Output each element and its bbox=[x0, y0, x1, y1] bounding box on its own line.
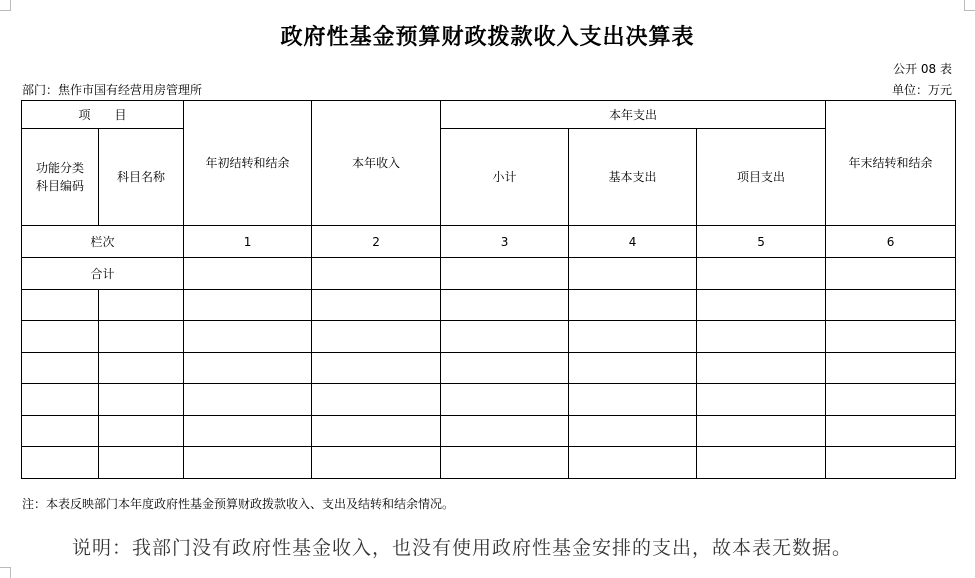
table-cell bbox=[569, 384, 697, 416]
table-cell bbox=[22, 290, 99, 321]
table-row bbox=[22, 384, 956, 416]
page-corner-mark bbox=[0, 0, 11, 11]
budget-table bbox=[21, 100, 956, 479]
column-number: 3 bbox=[441, 226, 569, 258]
table-cell bbox=[22, 384, 99, 416]
column-number: 1 bbox=[184, 226, 312, 258]
table-cell bbox=[697, 321, 826, 353]
table-cell bbox=[569, 447, 697, 479]
header-func-code-line2: 科目编码 bbox=[35, 179, 84, 193]
table-cell bbox=[441, 258, 569, 290]
page-corner-mark bbox=[964, 0, 975, 11]
column-number-row bbox=[22, 226, 956, 258]
header-subtotal: 小计 bbox=[441, 129, 569, 226]
table-cell bbox=[22, 353, 99, 384]
page-corner-mark bbox=[0, 567, 11, 578]
table-cell bbox=[826, 416, 956, 447]
table-cell bbox=[312, 384, 441, 416]
header-item: 项 目 bbox=[22, 101, 184, 129]
column-number: 6 bbox=[826, 226, 956, 258]
table-cell bbox=[697, 447, 826, 479]
table-cell bbox=[22, 416, 99, 447]
table-row bbox=[22, 353, 956, 384]
table-note: 注：本表反映部门本年度政府性基金预算财政拨款收入、支出及结转和结余情况。 bbox=[22, 497, 455, 511]
header-basic-expense: 基本支出 bbox=[569, 129, 697, 226]
table-cell bbox=[99, 384, 184, 416]
table-cell bbox=[184, 290, 312, 321]
column-number: 5 bbox=[697, 226, 826, 258]
header-func-code-line1: 功能分类 bbox=[35, 161, 84, 175]
page-title: 政府性基金预算财政拨款收入支出决算表 bbox=[280, 25, 695, 50]
table-cell bbox=[697, 290, 826, 321]
table-cell bbox=[99, 416, 184, 447]
table-cell bbox=[441, 447, 569, 479]
table-cell bbox=[826, 290, 956, 321]
table-cell bbox=[312, 447, 441, 479]
table-row bbox=[22, 290, 956, 321]
table-cell bbox=[312, 258, 441, 290]
table-cell bbox=[569, 258, 697, 290]
unit-label: 单位：万元 bbox=[891, 83, 952, 97]
header-project-expense: 项目支出 bbox=[697, 129, 826, 226]
table-cell bbox=[184, 447, 312, 479]
table-cell bbox=[184, 384, 312, 416]
header-closing-balance: 年末结转和结余 bbox=[826, 101, 956, 226]
table-cell bbox=[826, 353, 956, 384]
header-income: 本年收入 bbox=[312, 101, 441, 226]
table-cell bbox=[184, 258, 312, 290]
explanation-text: 说明：我部门没有政府性基金收入，也没有使用政府性基金安排的支出，故本表无数据。 bbox=[72, 537, 853, 559]
header-row-2 bbox=[22, 129, 956, 226]
table-cell bbox=[99, 321, 184, 353]
header-opening-balance: 年初结转和结余 bbox=[184, 101, 312, 226]
table-row bbox=[22, 416, 956, 447]
table-cell bbox=[441, 384, 569, 416]
table-cell bbox=[184, 416, 312, 447]
table-cell bbox=[697, 353, 826, 384]
table-cell bbox=[99, 353, 184, 384]
table-cell bbox=[826, 447, 956, 479]
table-cell bbox=[441, 321, 569, 353]
table-cell bbox=[184, 321, 312, 353]
table-cell bbox=[569, 353, 697, 384]
form-number: 公开 08 表 bbox=[893, 62, 952, 76]
header-subject-name: 科目名称 bbox=[99, 129, 184, 226]
table-cell bbox=[312, 416, 441, 447]
total-row bbox=[22, 258, 956, 290]
table-cell bbox=[697, 258, 826, 290]
table-cell bbox=[826, 321, 956, 353]
table-cell bbox=[441, 290, 569, 321]
column-label: 栏次 bbox=[22, 226, 184, 258]
table-cell bbox=[697, 416, 826, 447]
table-row bbox=[22, 321, 956, 353]
table-cell bbox=[569, 321, 697, 353]
table-cell bbox=[697, 384, 826, 416]
header-expense-group: 本年支出 bbox=[441, 101, 826, 129]
table-cell bbox=[569, 416, 697, 447]
header-func-code bbox=[22, 129, 99, 226]
table-cell bbox=[826, 258, 956, 290]
table-cell bbox=[312, 353, 441, 384]
table-cell bbox=[22, 447, 99, 479]
table-cell bbox=[441, 416, 569, 447]
total-label: 合计 bbox=[22, 258, 184, 290]
table-cell bbox=[99, 447, 184, 479]
table-cell bbox=[22, 321, 99, 353]
table-cell bbox=[99, 290, 184, 321]
table-cell bbox=[441, 353, 569, 384]
table-cell bbox=[184, 353, 312, 384]
header-row-1 bbox=[22, 101, 956, 129]
column-number: 2 bbox=[312, 226, 441, 258]
table-row bbox=[22, 447, 956, 479]
table-cell bbox=[569, 290, 697, 321]
department-label: 部门：焦作市国有经营用房管理所 bbox=[22, 83, 203, 97]
table-cell bbox=[312, 321, 441, 353]
table-cell bbox=[312, 290, 441, 321]
column-number: 4 bbox=[569, 226, 697, 258]
table-cell bbox=[826, 384, 956, 416]
